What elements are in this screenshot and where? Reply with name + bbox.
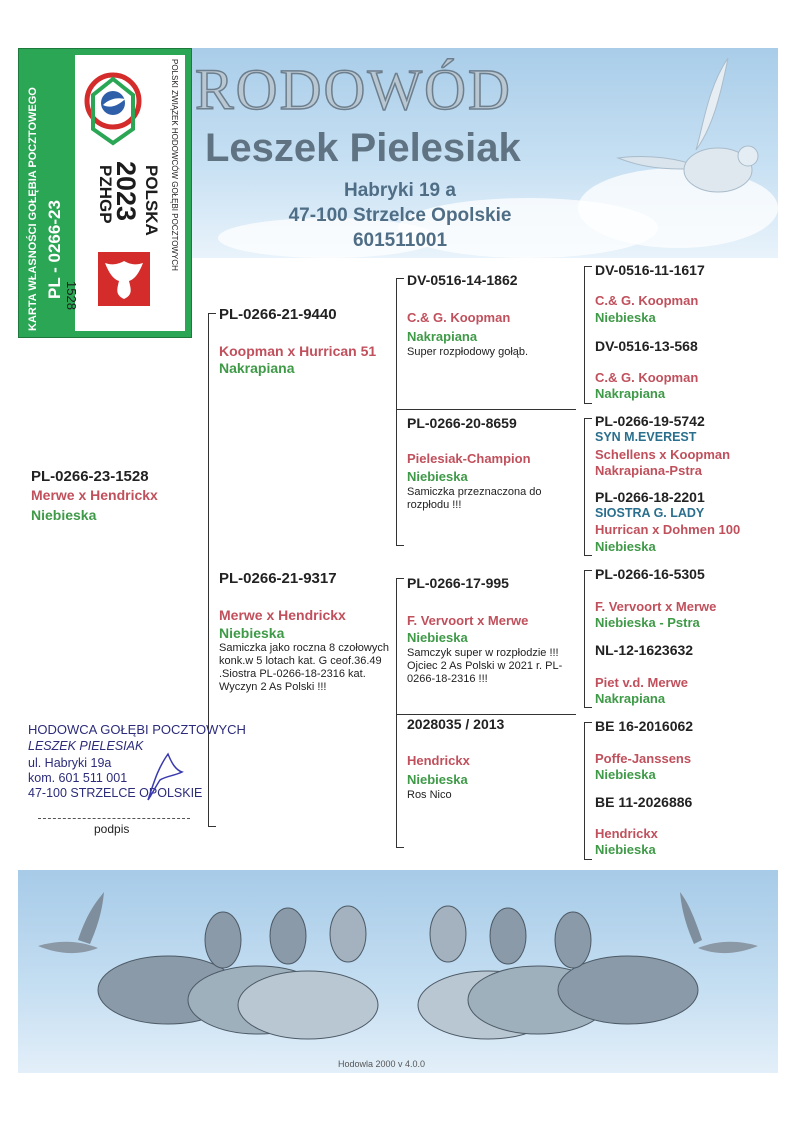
phone-number: 601511001 bbox=[352, 230, 448, 251]
sire-ring: PL-0266-21-9440 bbox=[219, 306, 337, 323]
card-title: KARTA WŁASNOŚCI GOŁĘBIA POCZTOWEGO bbox=[27, 87, 39, 331]
bracket-gen3 bbox=[584, 722, 585, 860]
gen3-ring: PL-0266-19-5742 bbox=[595, 413, 705, 429]
subject-ring: PL-0266-23-1528 bbox=[31, 468, 149, 485]
bracket-gen2-top bbox=[396, 278, 397, 546]
dam-breed: Merwe x Hendrickx bbox=[219, 607, 346, 623]
card-country: POLSKA bbox=[142, 165, 161, 236]
pzhgp-logo-icon bbox=[81, 69, 145, 153]
gen3-breed: Schellens x Koopman bbox=[595, 447, 731, 462]
gen3-color: Niebieska bbox=[595, 539, 656, 554]
bracket-gen2-bottom bbox=[396, 578, 397, 848]
bracket-gen1 bbox=[208, 313, 209, 827]
subject-breed: Merwe x Hendrickx bbox=[31, 487, 158, 503]
gen3-ring: DV-0516-13-568 bbox=[595, 338, 698, 354]
sire-color: Nakrapiana bbox=[219, 360, 295, 376]
gen2-note: Super rozpłodowy gołąb. bbox=[407, 346, 529, 358]
footer-note: Hodowla 2000 v 4.0.0 bbox=[338, 1059, 426, 1069]
gen2-ring: PL-0266-20-8659 bbox=[407, 415, 517, 431]
gen2-color: Niebieska bbox=[407, 630, 468, 645]
stamp-pigeon-icon bbox=[138, 742, 184, 802]
gen2-note: Samczyk super w rozpłodzie !!! Ojciec 2 As Polski w 2021 r. PL-0266-18-2316 !!! bbox=[407, 647, 563, 685]
card-association: POLSKI ZWIĄZEK HODOWCÓW GOŁĘBI POCZTOWYCH bbox=[170, 59, 179, 271]
gen3-breed: Hurrican x Dohmen 100 bbox=[595, 522, 741, 537]
signature-label: podpis bbox=[94, 822, 130, 836]
ownership-card bbox=[18, 48, 192, 338]
stamp-line-4: kom. 601 511 001 bbox=[28, 771, 128, 785]
gen3-ring: NL-12-1623632 bbox=[595, 642, 694, 658]
gen2-breed: C.& G. Koopman bbox=[407, 310, 511, 325]
gen2-color: Niebieska bbox=[407, 772, 468, 787]
gen3-ring: BE 16-2016062 bbox=[595, 718, 694, 734]
stamp-line-3: ul. Habryki 19a bbox=[28, 756, 112, 770]
gen3-breed: Hendrickx bbox=[595, 826, 658, 841]
footer-background bbox=[18, 870, 778, 1073]
gen2-ring: 2028035 / 2013 bbox=[407, 716, 505, 732]
stamp-line-2: LESZEK PIELESIAK bbox=[28, 739, 144, 753]
gen3-color: Niebieska - Pstra bbox=[595, 615, 700, 630]
gen3-color: Niebieska bbox=[595, 767, 656, 782]
flying-pigeon-image bbox=[608, 58, 768, 218]
address-line-2: 47-100 Strzelce Opolskie bbox=[288, 205, 512, 226]
gen3-breed: C.& G. Koopman bbox=[595, 370, 699, 385]
sire-breed: Koopman x Hurrican 51 bbox=[219, 343, 377, 359]
address-line-1: Habryki 19 a bbox=[344, 180, 456, 201]
gen2-ring: PL-0266-17-995 bbox=[407, 575, 509, 591]
gen3-color: Nakrapiana bbox=[595, 691, 666, 706]
bracket-gen3 bbox=[584, 266, 585, 404]
gen2-breed: Pielesiak-Champion bbox=[407, 451, 531, 466]
dam-ring: PL-0266-21-9317 bbox=[219, 570, 337, 587]
gen2-note: Samiczka przeznaczona do rozpłodu !!! bbox=[407, 486, 542, 511]
stamp-line-1: HODOWCA GOŁĘBI POCZTOWYCH bbox=[28, 722, 246, 737]
bracket-gen3 bbox=[584, 570, 585, 708]
gen3-ring: PL-0266-18-2201 bbox=[595, 489, 705, 505]
gen2-breed: F. Vervoort x Merwe bbox=[407, 613, 529, 628]
gen3-breed: Poffe-Janssens bbox=[595, 751, 692, 766]
card-ring: PL - 0266-23 bbox=[45, 200, 64, 299]
card-year: 2023 bbox=[111, 161, 141, 222]
gen3-color: Nakrapiana bbox=[595, 386, 666, 401]
gen3-breed: C.& G. Koopman bbox=[595, 293, 699, 308]
dam-color: Niebieska bbox=[219, 625, 285, 641]
gen2-ring: DV-0516-14-1862 bbox=[407, 272, 518, 288]
gen2-note: Ros Nico bbox=[407, 789, 452, 801]
gen3-extra: SIOSTRA G. LADY bbox=[595, 506, 705, 520]
stamp-line-5: 47-100 STRZELCE OPOLSKIE bbox=[28, 786, 203, 800]
bracket-gen3 bbox=[584, 418, 585, 556]
page-title: RODOWÓD bbox=[195, 57, 512, 122]
gen3-ring: DV-0516-11-1617 bbox=[595, 262, 705, 278]
gen2-color: Nakrapiana bbox=[407, 329, 478, 344]
gen3-ring: BE 11-2026886 bbox=[595, 794, 693, 810]
gen3-breed: F. Vervoort x Merwe bbox=[595, 599, 717, 614]
gen3-color: Niebieska bbox=[595, 842, 656, 857]
pigeons-image bbox=[18, 870, 778, 1073]
owner-name: Leszek Pielesiak bbox=[205, 126, 521, 170]
gen3-color: Niebieska bbox=[595, 310, 656, 325]
gen3-breed: Piet v.d. Merwe bbox=[595, 675, 688, 690]
signature-line bbox=[38, 818, 190, 819]
gen2-color: Niebieska bbox=[407, 469, 468, 484]
dam-note: Samiczka jako roczna 8 czołowych konk.w 5 lotach kat. G ceof.36.49 .Siostra PL-0266-18-2316 kat. Wyczyn 2 As Polski !!! bbox=[219, 642, 389, 693]
card-ring-number-rotated: 1528 bbox=[64, 281, 79, 310]
gen3-extra: SYN M.EVEREST bbox=[595, 430, 697, 444]
card-org: PZHGP bbox=[96, 165, 115, 224]
eagle-emblem-icon bbox=[97, 251, 151, 307]
gen3-ring: PL-0266-16-5305 bbox=[595, 566, 705, 582]
gen2-breed: Hendrickx bbox=[407, 753, 470, 768]
subject-color: Niebieska bbox=[31, 507, 97, 523]
gen3-color: Nakrapiana-Pstra bbox=[595, 463, 702, 478]
